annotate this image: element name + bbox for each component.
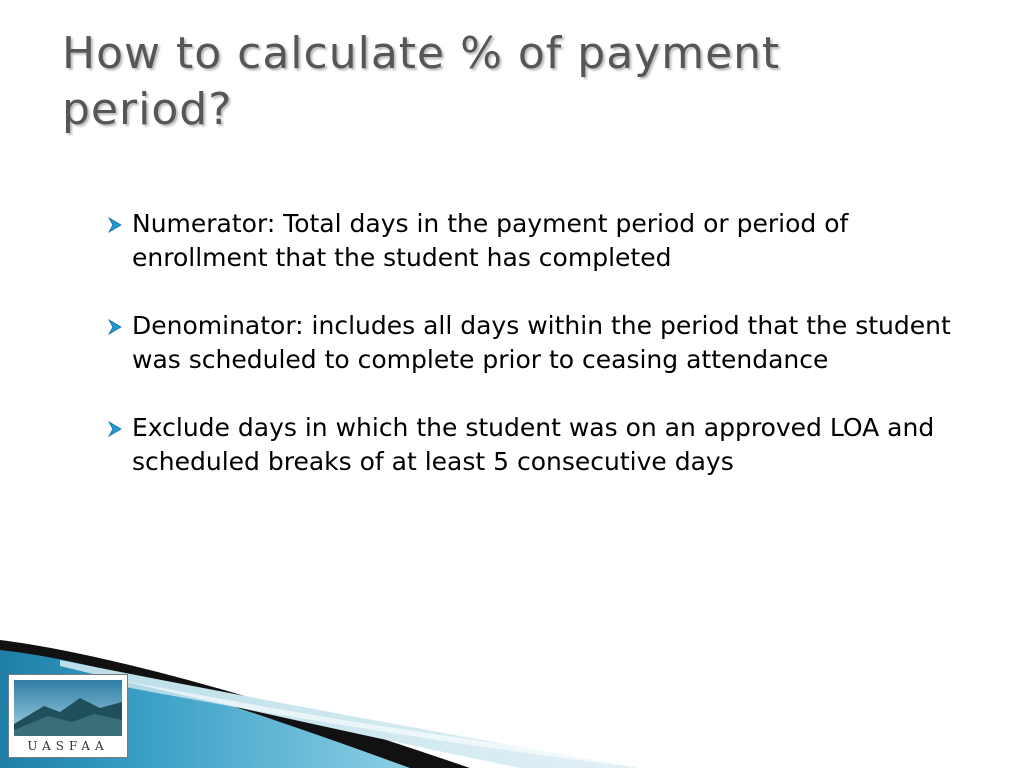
bullet-item bbox=[105, 207, 985, 275]
footer-wave-decoration bbox=[0, 600, 1024, 768]
arrowhead-icon bbox=[107, 319, 123, 335]
arrowhead-icon bbox=[107, 421, 123, 437]
bullet-text: Numerator: Total days in the payment period or period of enrollment that the student has completed bbox=[132, 209, 849, 272]
logo-text: UASFAA bbox=[27, 739, 109, 753]
bullet-item bbox=[105, 411, 985, 479]
mountain-logo-icon bbox=[14, 680, 122, 736]
arrowhead-icon bbox=[107, 217, 123, 233]
uasfaa-logo bbox=[8, 674, 128, 758]
bullet-text: Denominator: includes all days within the period that the student was scheduled to complete prior to ceasing attendance bbox=[132, 311, 951, 374]
bullet-list bbox=[105, 207, 985, 513]
bullet-text: Exclude days in which the student was on an approved LOA and scheduled breaks of at least 5 consecutive days bbox=[132, 413, 935, 476]
slide-title: How to calculate % of payment period? bbox=[62, 28, 781, 135]
bullet-item bbox=[105, 309, 985, 377]
